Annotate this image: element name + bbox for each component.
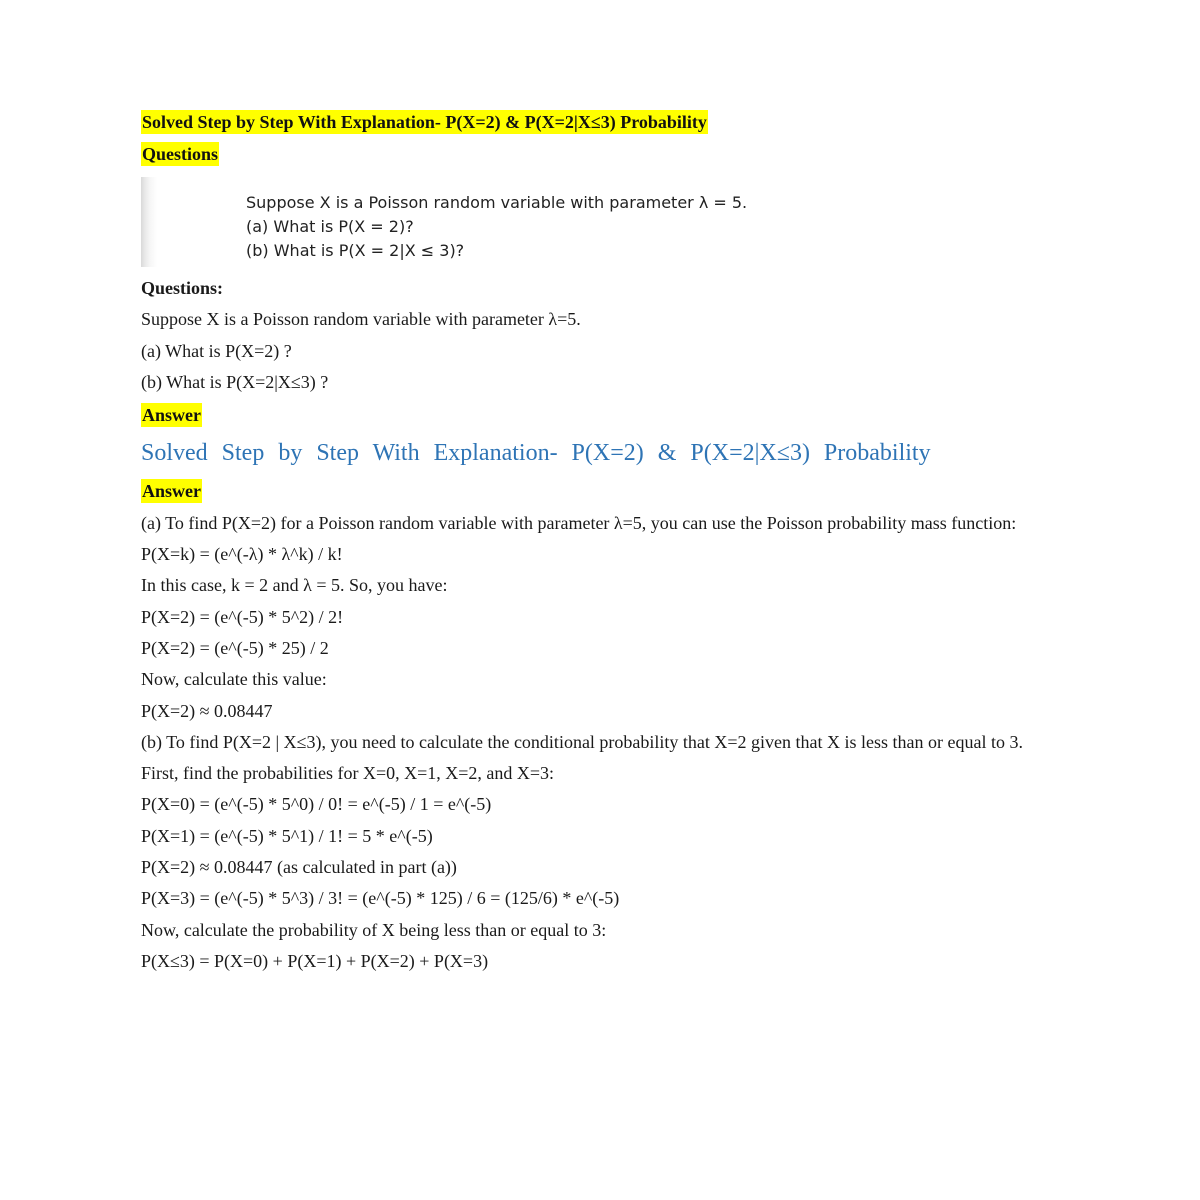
question-part-a: (a) What is P(X=2) ? [141, 340, 292, 361]
solution-calc: Now, calculate this value: [141, 669, 327, 690]
blue-heading: Solved Step by Step With Explanation- P(X=2) & P(X=2|X≤3) Probability [141, 440, 931, 467]
questions-label-row [141, 141, 1059, 171]
solution-sum: P(X≤3) = P(X=0) + P(X=1) + P(X=2) + P(X=3) [141, 950, 489, 971]
solution-pmf: P(X=k) = (e^(-λ) * λ^k) / k! [141, 544, 343, 565]
solution-a-intro: (a) To find P(X=2) for a Poisson random variable with parameter λ=5, you can use the Poisson probability mass function: [141, 512, 1017, 533]
solution-b-intro: (b) To find P(X=2 | X≤3), you need to calculate the conditional probability that X=2 given that X is less than or equal to 3. [141, 731, 1024, 752]
document-title: Solved Step by Step With Explanation- P(X=2) & P(X=2|X≤3) Probability [142, 112, 707, 132]
question-image-block [141, 177, 1059, 267]
solution-p2: P(X=2) ≈ 0.08447 (as calculated in part (a)) [141, 857, 457, 878]
solution-step-2: P(X=2) = (e^(-5) * 25) / 2 [141, 637, 329, 658]
quote-bar [141, 177, 157, 267]
solution-p0: P(X=0) = (e^(-5) * 5^0) / 0! = e^(-5) / 1 = e^(-5) [141, 794, 492, 815]
solution-case: In this case, k = 2 and λ = 5. So, you have: [141, 575, 448, 596]
question-intro: Suppose X is a Poisson random variable with parameter λ=5. [141, 309, 581, 330]
question-image-line-2: (a) What is P(X = 2)? [246, 217, 414, 236]
questions-heading: Questions: [141, 278, 224, 298]
question-image-text [246, 191, 747, 263]
question-part-b: (b) What is P(X=2|X≤3) ? [141, 371, 329, 392]
title-row [141, 110, 1059, 138]
answer-label-row-2 [141, 476, 1059, 507]
solution-result-a: P(X=2) ≈ 0.08447 [141, 700, 273, 721]
answer-label-row [141, 400, 1059, 431]
question-image-line-3: (b) What is P(X = 2|X ≤ 3)? [246, 241, 465, 260]
question-image-line-1: Suppose X is a Poisson random variable with parameter λ = 5. [246, 193, 748, 212]
solution-p3: P(X=3) = (e^(-5) * 5^3) / 3! = (e^(-5) * 125) / 6 = (125/6) * e^(-5) [141, 888, 620, 909]
answer-label-2: Answer [142, 481, 201, 502]
document-page [141, 106, 1059, 977]
questions-label: Questions [142, 144, 219, 164]
solution-now-calc: Now, calculate the probability of X being less than or equal to 3: [141, 919, 607, 940]
solution-p1: P(X=1) = (e^(-5) * 5^1) / 1! = 5 * e^(-5) [141, 825, 433, 846]
solution-step-1: P(X=2) = (e^(-5) * 5^2) / 2! [141, 606, 344, 627]
solution-first: First, find the probabilities for X=0, X=1, X=2, and X=3: [141, 763, 555, 784]
answer-label: Answer [142, 405, 201, 426]
